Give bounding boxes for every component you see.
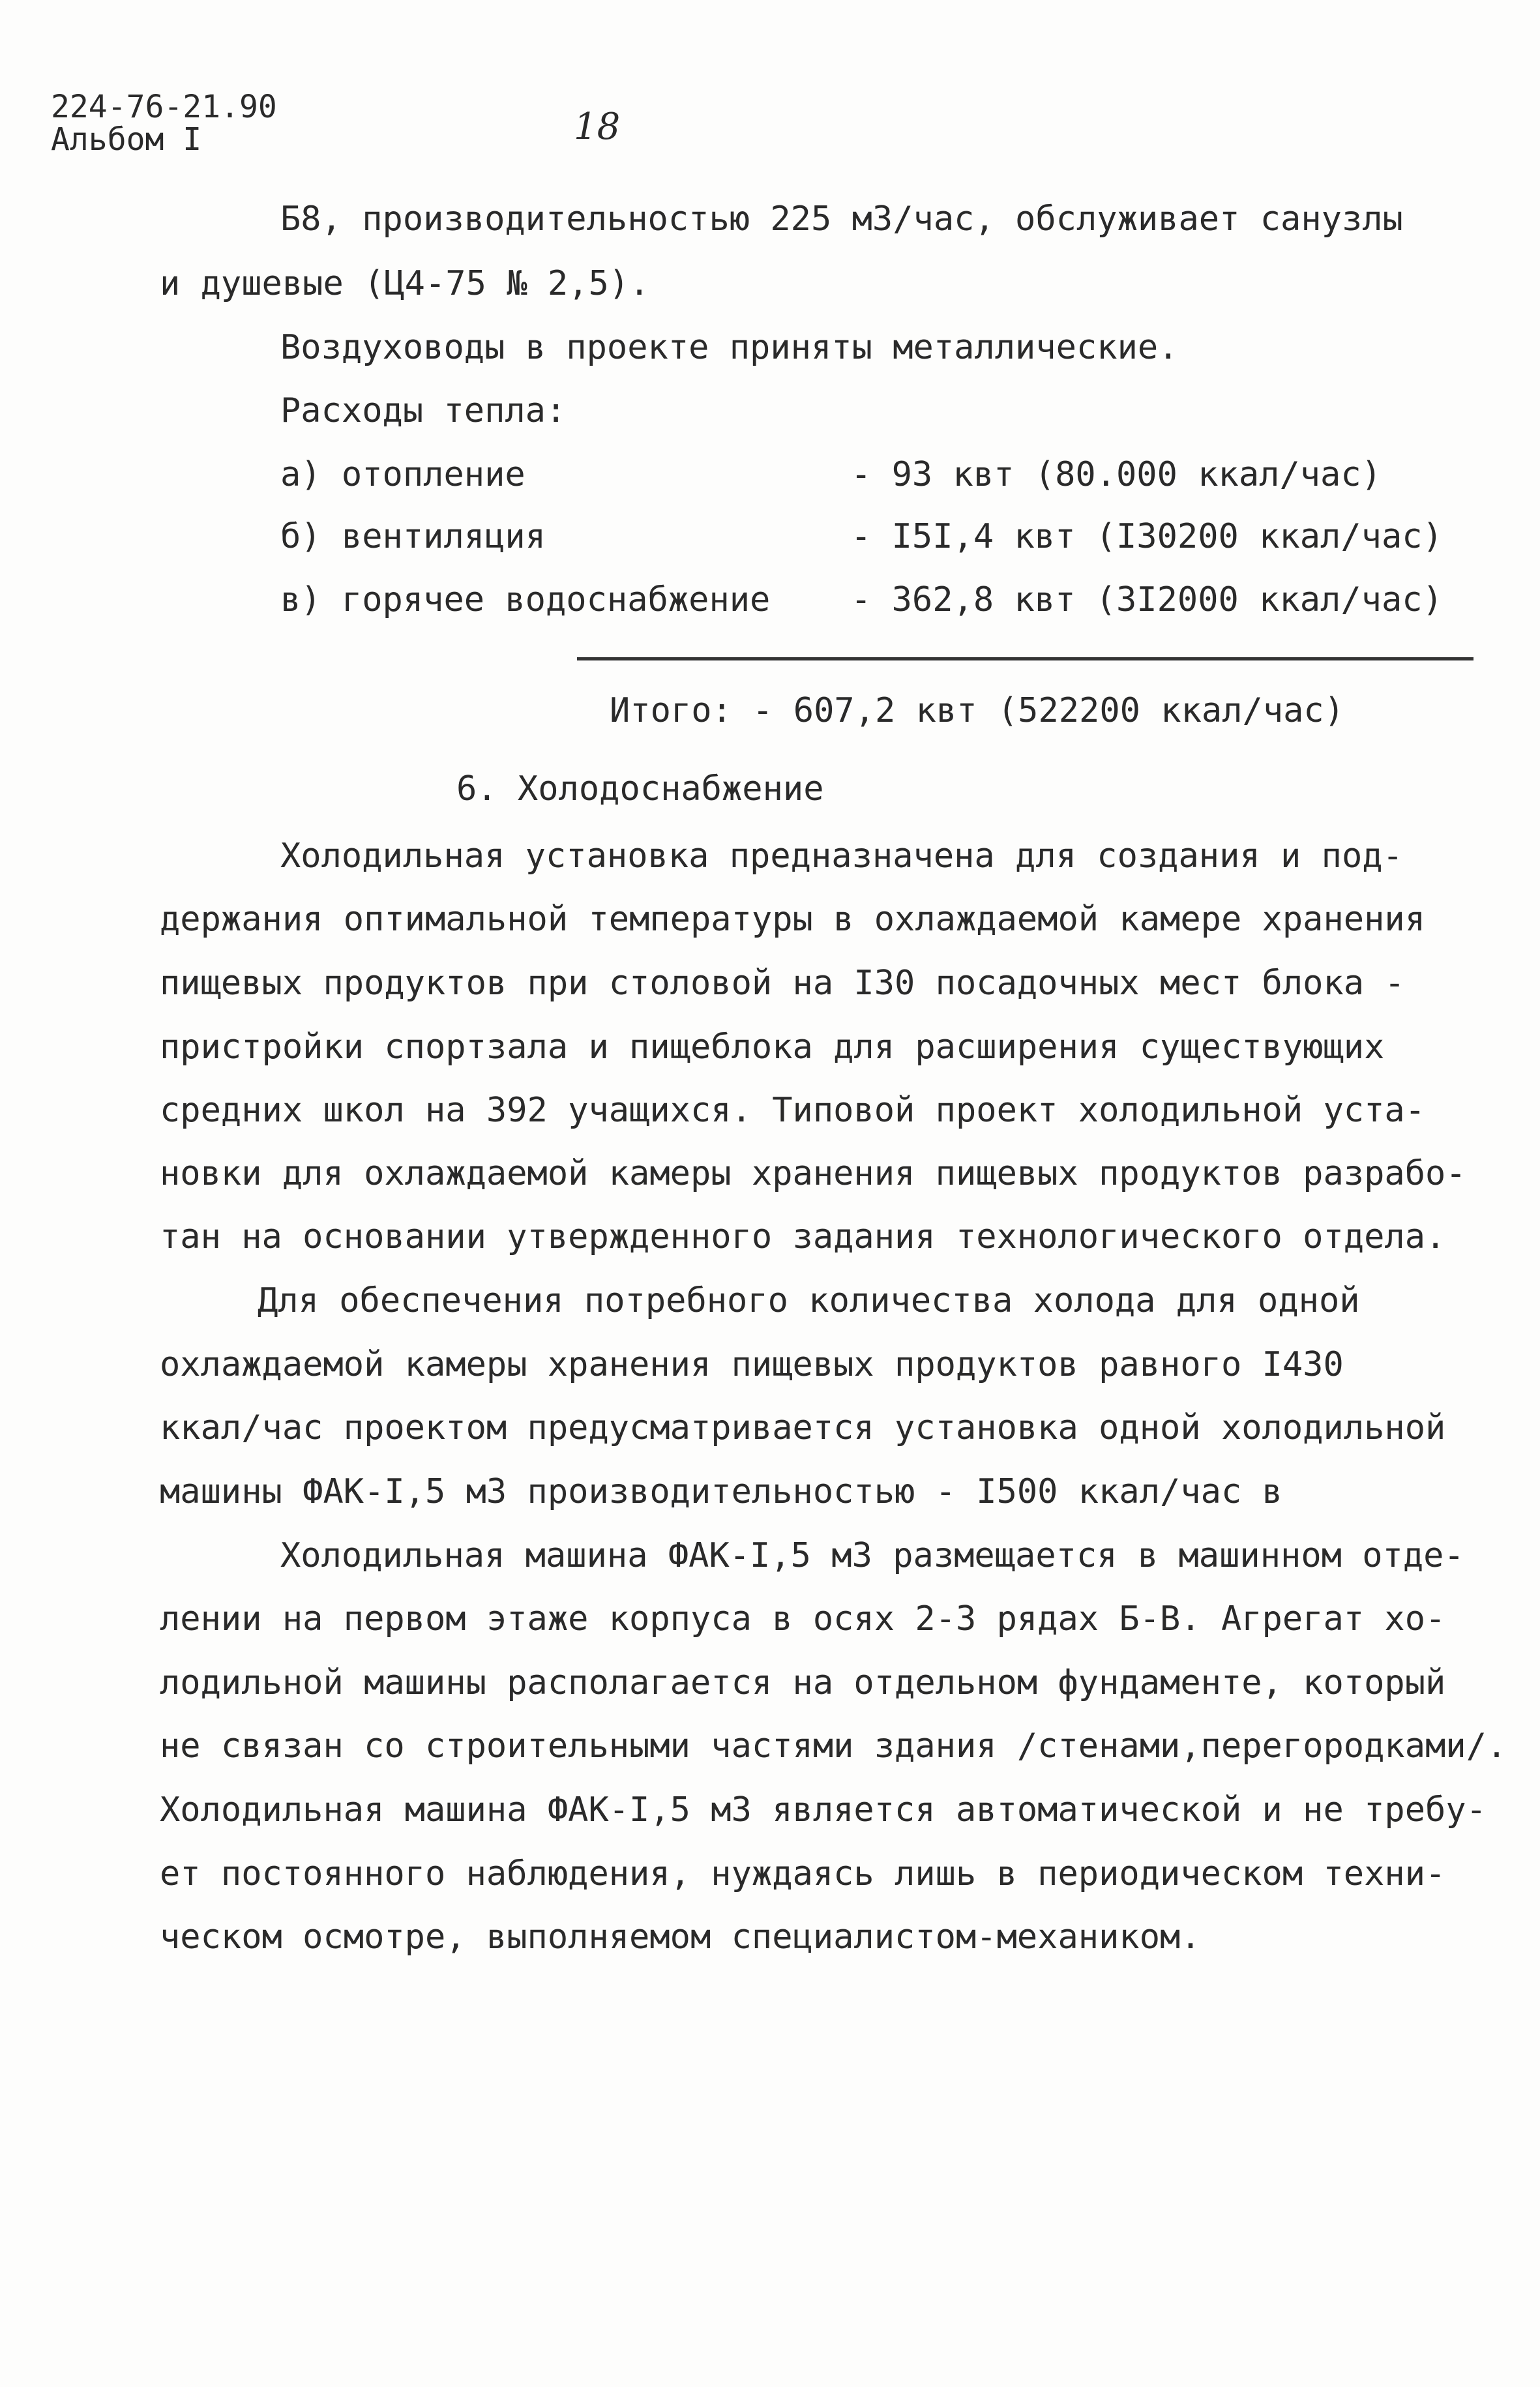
paragraph-line: не связан со строительными частями здания /стенами,перегородками/.: [160, 1727, 1507, 1766]
heat-row-value: - 362,8 квт (3I2000 ккал/час): [851, 580, 1443, 619]
paragraph-line: Холодильная машина ФАК-I,5 м3 размещается в машинном отде-: [280, 1536, 1464, 1575]
heat-row-value: - 93 квт (80.000 ккал/час): [851, 455, 1382, 494]
paragraph-line: пристройки спортзала и пищеблока для расширения существующих: [160, 1028, 1385, 1067]
doc-code: 224-76-21.90: [51, 89, 277, 125]
body-line: Б8, производительностью 225 м3/час, обслуживает санузлы: [280, 200, 1403, 239]
heat-row-label: б) вентиляция: [280, 517, 546, 556]
paragraph-line: Для обеспечения потребного количества холода для одной: [258, 1281, 1360, 1320]
paragraph-line: охлаждаемой камеры хранения пищевых продуктов равного I430: [160, 1345, 1344, 1384]
album-label: Альбом I: [51, 121, 202, 158]
paragraph-line: ккал/час проектом предусматривается установка одной холодильной: [160, 1408, 1446, 1447]
paragraph-line: Холодильная машина ФАК-I,5 м3 является автоматической и не требу-: [160, 1790, 1487, 1830]
paragraph-line: новки для охлаждаемой камеры хранения пищевых продуктов разрабо-: [160, 1154, 1466, 1193]
paragraph-line: пищевых продуктов при столовой на I30 посадочных мест блока -: [160, 964, 1405, 1003]
heat-row-value: - I5I,4 квт (I30200 ккал/час): [851, 517, 1443, 556]
paragraph-line: ет постоянного наблюдения, нуждаясь лишь в периодическом техни-: [160, 1854, 1446, 1893]
paragraph-line: лении на первом этаже корпуса в осях 2-3 рядах Б-В. Агрегат хо-: [160, 1599, 1446, 1638]
paragraph-line: лодильной машины располагается на отдельном фундаменте, который: [160, 1663, 1446, 1702]
paragraph-line: тан на основании утвержденного задания технологического отдела.: [160, 1217, 1446, 1256]
body-line: Воздуховоды в проекте приняты металлические.: [280, 328, 1179, 367]
page-number: 18: [574, 106, 621, 148]
heat-consumption-heading: Расходы тепла:: [280, 391, 567, 430]
paragraph-line: машины ФАК-I,5 м3 производительностью - I500 ккал/час в: [160, 1472, 1282, 1511]
paragraph-line: держания оптимальной температуры в охлаждаемой камере хранения: [160, 900, 1426, 939]
body-line: и душевые (Ц4-75 № 2,5).: [160, 264, 650, 303]
heat-row-label: а) отопление: [280, 455, 526, 494]
section-title: 6. Холодоснабжение: [456, 769, 824, 808]
paragraph-line: средних школ на 392 учащихся. Типовой проект холодильной уста-: [160, 1091, 1426, 1130]
heat-row-label: в) горячее водоснабжение: [280, 580, 771, 619]
paragraph-line: Холодильная установка предназначена для создания и под-: [280, 837, 1403, 876]
paragraph-line: ческом осмотре, выполняемом специалистом-механиком.: [160, 1918, 1201, 1957]
total-line: Итого: - 607,2 квт (522200 ккал/час): [610, 691, 1345, 730]
total-divider: [577, 657, 1473, 660]
